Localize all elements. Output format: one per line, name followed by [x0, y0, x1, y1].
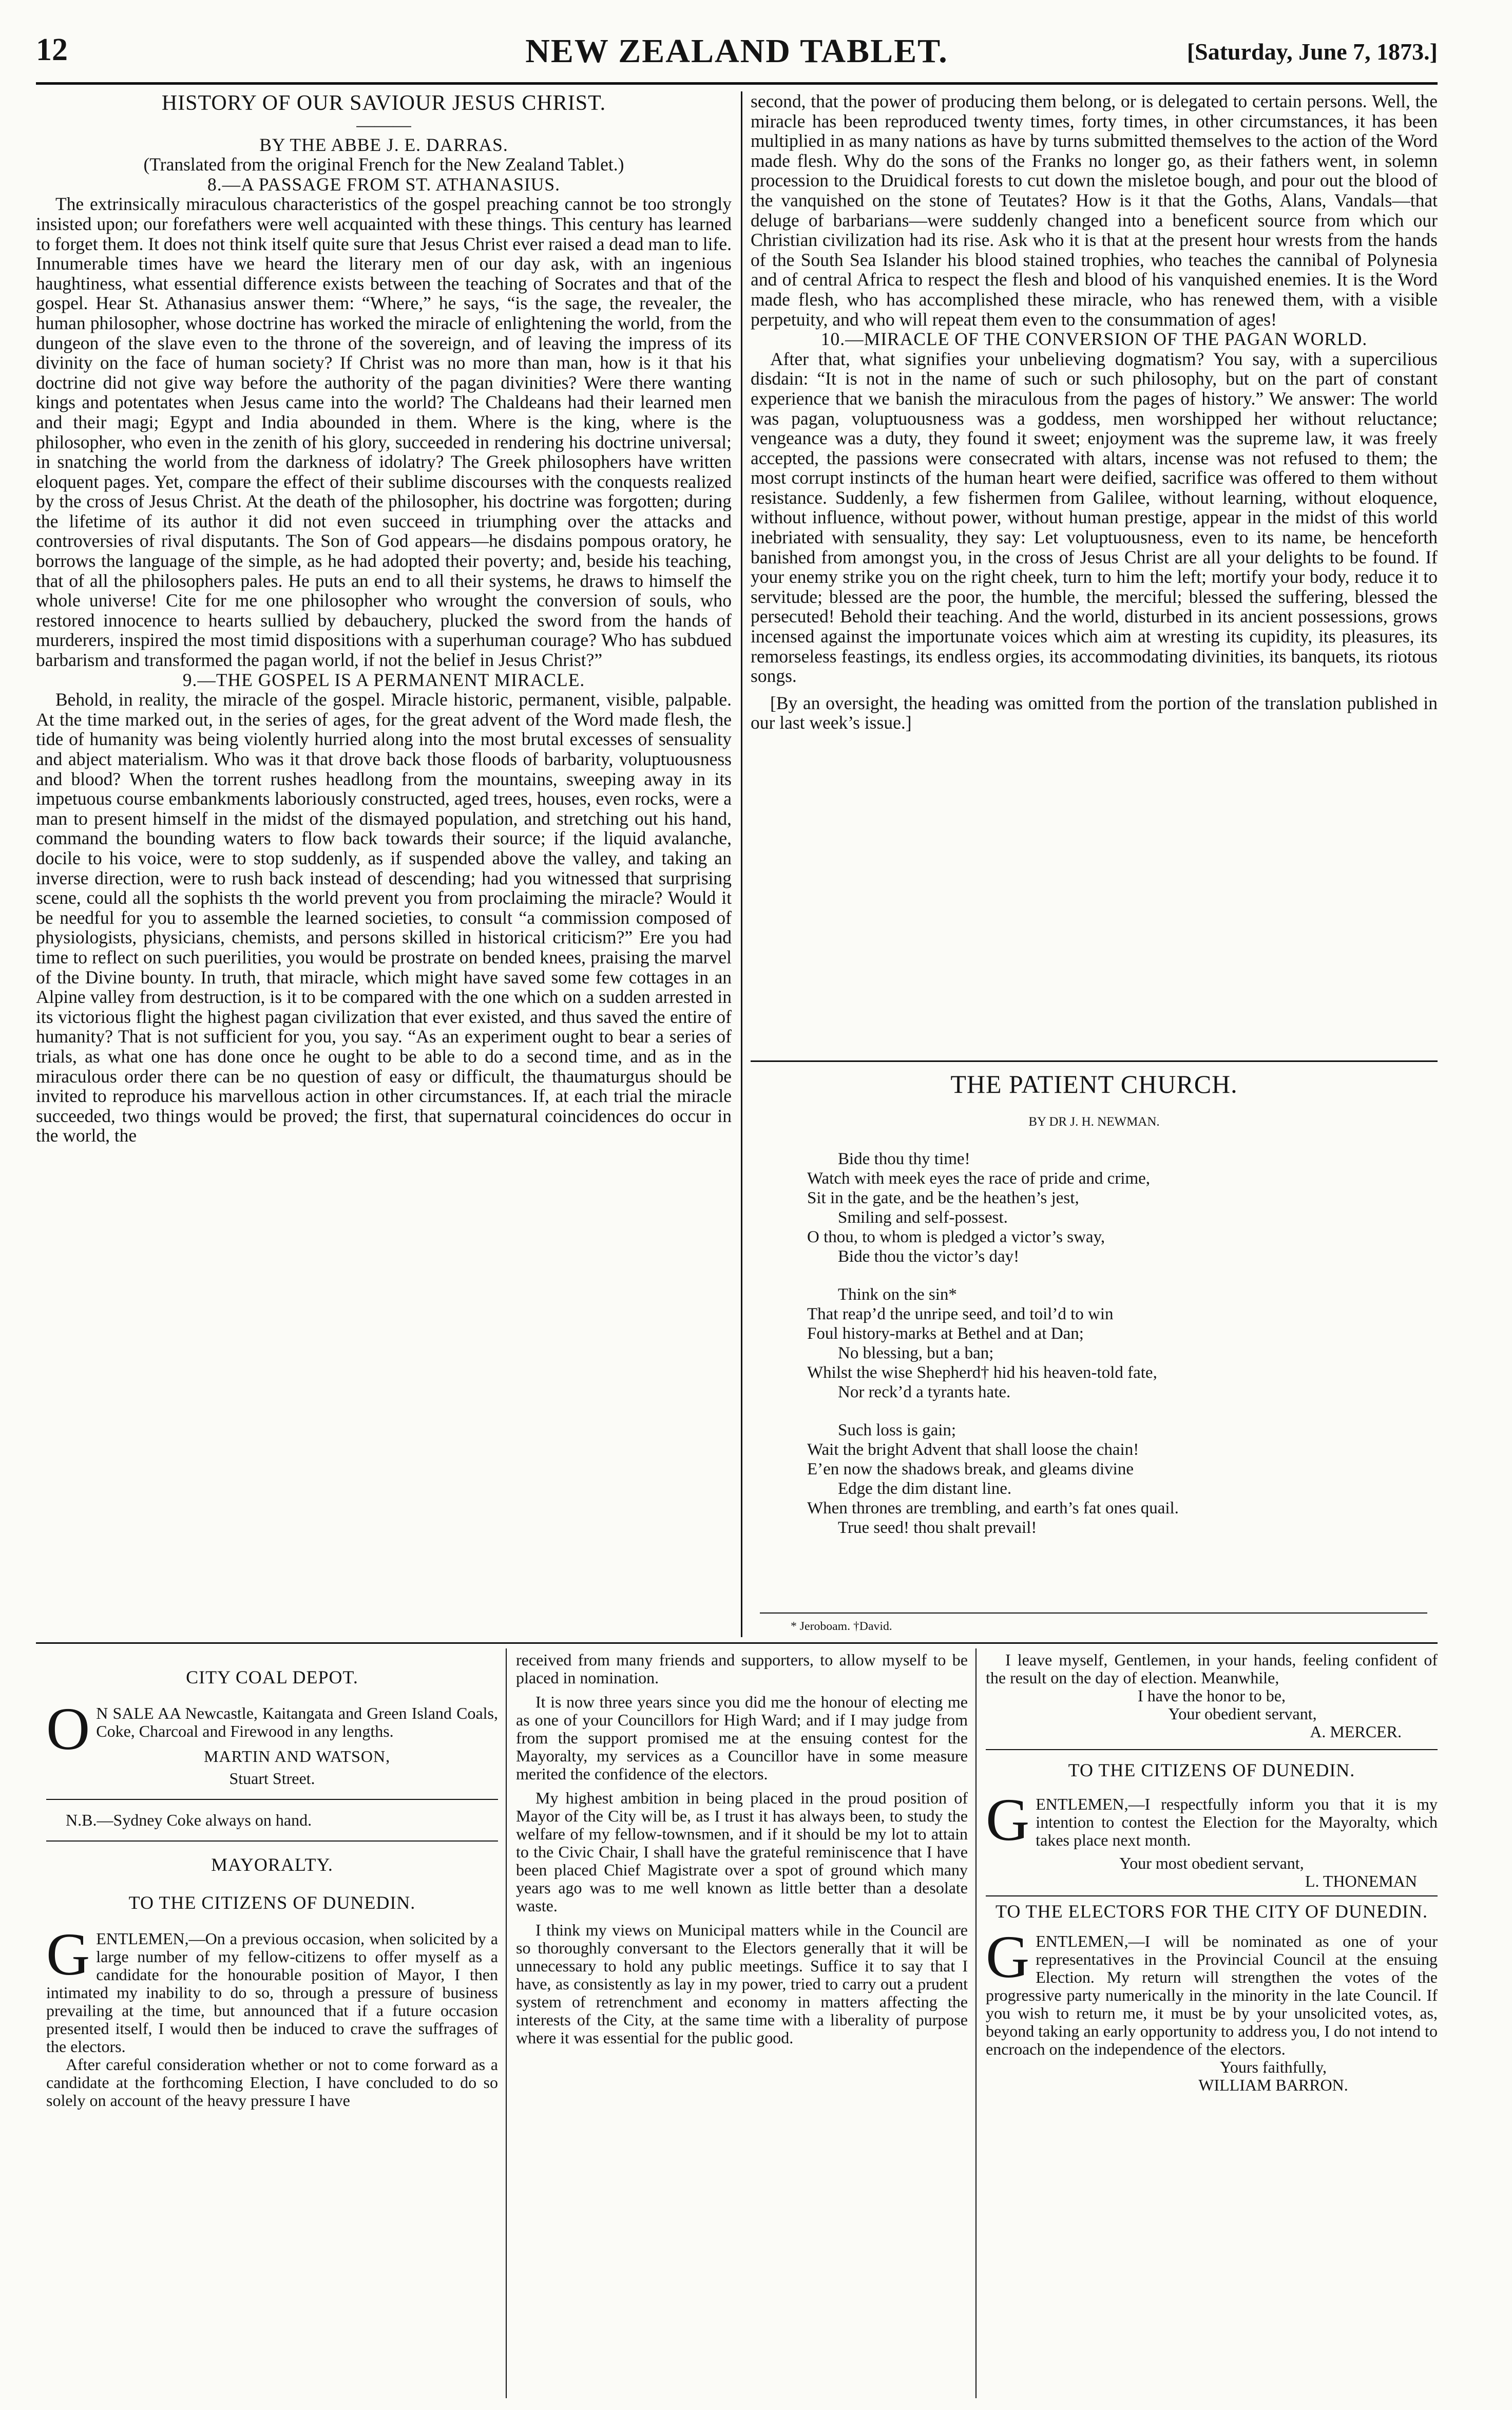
- page-number: 12: [36, 32, 68, 67]
- mayoralty-close-1: I have the honor to be,: [1138, 1686, 1286, 1705]
- ads-column-2: [516, 1651, 968, 2398]
- poem-line: Such loss is gain;: [838, 1421, 956, 1439]
- coal-dropcap: O: [46, 1695, 90, 1762]
- section-9-body: Behold, in reality, the miracle of the gospel. Miracle historic, permanent, visible, palpable. At the time marked out, in the series of ages, for the great advent of the Word made flesh, the tide of humanity was being violently hurried along into the most brutal excesses of sensuality and abject materialism. Who was it that drove back those floods of barbarity, voluptuousness and blood? When the torrent rushes headlong from the mountains, sweeping away in its impetuous course embankments laboriously constructed, aged trees, houses, even rocks, were a man to present himself in the midst of the dismayed population, and stretching out his hand, command the bounding waters to flow back towards their source; if the liquid avalanche, docile to his voice, were to stop suddenly, as if suspended above the valley, and taking an inverse direction, were to rush back instead of descending; had you witnessed that surprising scene, could all the sophists th the world prevent you from proclaiming the miracle? Would it be needful for you to assemble the learned societies, to consult “a commission composed of physiologists, physicians, chemists, and persons skilled in historical criticism?” Ere you had time to reflect on such puerilities, you would be prostrate on bended knees, praising the marvel of the Divine bounty. In truth, that miracle, which might have saved some few cottages in an Alpine valley from destruction, is it to be compared with the one which on a sudden arrested in its victorious flight the highest pagan civilization that ever existed, and thus saved the entire of humanity? That is not sufficient for you, you say. “As an experiment ought to bear a series of trials, as what one has done once he ought to be able to do a second time, and as in the miraculous order there can be no question of easy or difficult, the thaumaturgus should be invited to reproduce his marvellous action in other circumstances. If, at each trial the miracle succeeded, two things would be proved; the first, that supernatural coincidences do occur in the world, the: [36, 689, 732, 1146]
- column-divider-3: [975, 1648, 977, 2398]
- issue-date: [Saturday, June 7, 1873.]: [1186, 39, 1438, 65]
- coal-nb: N.B.—Sydney Coke always on hand.: [66, 1811, 312, 1829]
- barron-signature: WILLIAM BARRON.: [1198, 2076, 1348, 2094]
- mayoralty-subtitle: TO THE CITIZENS OF DUNEDIN.: [128, 1892, 416, 1913]
- history-author: BY THE ABBE J. E. DARRAS.: [259, 134, 508, 155]
- poem-line: Bide thou thy time!: [838, 1150, 970, 1168]
- mayoralty-p3: received from many friends and supporters, to allow myself to be placed in nomination.: [516, 1651, 968, 1687]
- poem-top-rule: [751, 1060, 1438, 1062]
- history-title: HISTORY OF OUR SAVIOUR JESUS CHRIST.: [161, 91, 606, 115]
- poem-line: When thrones are trembling, and earth’s fat ones quail.: [807, 1499, 1179, 1517]
- poem-line: Smiling and self-possest.: [838, 1208, 1008, 1227]
- poem-line: Sit in the gate, and be the heathen’s jest,: [807, 1189, 1079, 1207]
- thoneman-title: TO THE CITIZENS OF DUNEDIN.: [1068, 1760, 1355, 1780]
- mayoralty-dropcap: G: [46, 1921, 90, 1988]
- thoneman-close: Your most obedient servant,: [1119, 1854, 1304, 1872]
- coal-rule: [46, 1799, 498, 1800]
- poem-line: True seed! thou shalt prevail!: [838, 1519, 1037, 1537]
- section-8-body: The extrinsically miraculous characteristics of the gospel preaching cannot be too strongly insisted upon; our forefathers were well acquainted with these things. This century has learned to forget them. It does not think itself quite sure that Jesus Christ ever raised a dead man to life. Innumerable times have we heard the literary men of our day ask, with an ingenious haughtiness, what essential difference exists between the teaching of Socrates and that of the gospel. Hear St. Athanasius answer them: “Where,” he says, “is the sage, the revealer, the human philosopher, whose doctrine has worked the miracle of enlightening the world, from the dungeon of the slave even to the throne of the sovereign, and of leaving the impress of its divinity on the face of human society? If Christ was no more than man, how is it that his doctrine did not give way before the authority of the pagan divinities? Were there wanting kings and potentates when Jesus came into the world? The Chaldeans had their learned men and their magi; Egypt and India abounded in them. Where is the king, where is the philosopher, who even in the zenith of his glory, succeeded in rendering his doctrine universal; in snatching the world from the darkness of idolatry? The Greek philosophers have written eloquent pages. Yet, compare the effect of their sublime discourses with the conquests realized by the cross of Jesus Christ. At the death of the philosopher, his doctrine was forgotten; during the lifetime of its author it did not even succeed in triumphing over the attacks and controversies of rival disputants. The Son of God appears—he disdains pompous oratory, he borrows the language of the simple, as he had adopted their poverty; and, beside his teaching, that of all the philosophers pales. He puts an end to all their systems, he draws to himself the whole universe! Cite for me one philosopher who wrought the conversion of souls, who restored innocence to hearts sullied by debauchery, plucked the sword from the hands of murderers, inspired the most timid dispositions with a superhuman courage? Who has subdued barbarism and transformed the pagan world, if not the belief in Jesus Christ?”: [36, 194, 732, 671]
- poem-line: O thou, to whom is pledged a victor’s sway,: [807, 1228, 1105, 1246]
- barron-rule: [986, 1895, 1438, 1896]
- poem-line: E’en now the shadows break, and gleams divine: [807, 1460, 1134, 1478]
- poem-line: Foul history-marks at Bethel and at Dan;: [807, 1324, 1084, 1343]
- mayoralty-p7: I leave myself, Gentlemen, in your hands, feeling confident of the result on the day of election. Meanwhile,: [986, 1651, 1438, 1687]
- barron-title: TO THE ELECTORS FOR THE CITY OF DUNEDIN.: [995, 1901, 1428, 1922]
- masthead: NEW ZEALAND TABLET.: [525, 32, 948, 70]
- section-10-body: After that, what signifies your unbelieving dogmatism? You say, with a supercilious disdain: “It is not in the name of such or such philosophy, but on the part of constant experience that we banish the miraculous from the pages of history.” We answer: The world was pagan, voluptuousness was a goddess, men worshipped her without reluctance; vengeance was a duty, they found it sweet; enjoyment was the supreme law, it was freely accepted, the passions were consecrated with altars, incense was not refused to them; the most corrupt instincts of the human heart were deified, sacrifice was offered to them without resistance. Suddenly, a few fishermen from Galilee, without learning, without eloquence, without influence, without power, without human prestige, appear in the midst of this world inebriated with sensuality, they say: Let voluptuousness, even to its name, be henceforth banished from amongst you, in the cross of Jesus Christ are all your delights to be found. If your enemy strike you on the right cheek, turn to him the left; mortify your body, reduce it to servitude; blessed are the poor, the humble, the merciful; blessed the suffering, blessed the persecuted! Behold their teaching. And the world, disturbed in its ancient possessions, grows incensed against the importunate voices which aim at wresting its cupidity, its pleasures, its remorseless feastings, its endless orgies, its accommodating divinities, its banquets, its riotous songs.: [751, 348, 1438, 687]
- barron-close: Yours faithfully,: [1219, 2058, 1327, 2076]
- page-header: [36, 32, 1438, 78]
- coal-firm: MARTIN AND WATSON,: [204, 1747, 391, 1766]
- header-rule: [36, 82, 1438, 85]
- mayoralty-rule: [46, 1840, 498, 1842]
- section-8-heading: 8.—A PASSAGE FROM ST. ATHANASIUS.: [207, 174, 560, 195]
- mayoralty-p4: It is now three years since you did me the honour of electing me as one of your Councillors for High Ward; and if I may judge from from the support promised me at the ensuing contest for the Mayoralty, my services as a Councillor have in some measure merited the confidence of the electors.: [516, 1693, 968, 1783]
- ads-column-1: [46, 1651, 498, 2398]
- title-dash: ———: [356, 115, 411, 135]
- mayoralty-p2: After careful consideration whether or not to come forward as a candidate at the forthcoming Election, I have concluded to do so solely on account of the heavy pressure I have: [46, 2055, 498, 2110]
- poem-byline: BY DR J. H. NEWMAN.: [1028, 1115, 1160, 1129]
- section-10-heading: 10.—MIRACLE OF THE CONVERSION OF THE PAGAN WORLD.: [820, 329, 1368, 350]
- poem-line: Think on the sin*: [838, 1285, 957, 1304]
- editor-note: [By an oversight, the heading was omitted from the portion of the translation published in our last week’s issue.]: [751, 692, 1438, 733]
- poem-line: Edge the dim distant line.: [838, 1479, 1012, 1498]
- poem-line: That reap’d the unripe seed, and toil’d to win: [807, 1305, 1114, 1323]
- thoneman-rule: [986, 1749, 1438, 1750]
- poem-line: Nor reck’d a tyrants hate.: [838, 1383, 1011, 1401]
- mayoralty-p6: I think my views on Municipal matters while in the Council are so thoroughly conversant to the Electors generally that it will be unnecessary to hold any public meetings. Suffice it to say that I have, as consistently as lay in my power, tried to carry out a prudent system of retrenchment and economy in matters affecting the interests of the City, at the same time with a liberality of purpose where it was essential for the public good.: [516, 1921, 968, 2047]
- barron-body: ENTLEMEN,—I will be nominated as one of your representatives in the Provincial Council at the ensuing Election. My return will strengthen the votes of the progressive party numerically in the minority in the late Council. If you wish to return me, it must be by your unsolicited votes, as, beyond taking an early opportunity to address you, I do not intend to encroach on the independence of the electors.: [986, 1932, 1438, 2058]
- mayoralty-p1: ENTLEMEN,—On a previous occasion, when solicited by a large number of my fellow-citizens to offer myself as a candidate for the honourable position of Mayor, I then intimated my inability to do so, through a pressure of business prevailing at the time, but announced that if a future occasion presented itself, I would then be induced to crave the suffrages of the electors.: [46, 1929, 498, 2056]
- history-continuation: second, that the power of producing them belong, or is delegated to certain persons. Well, the miracle has been reproduced twenty times, forty times, in other circumstances, it has been multiplied in as many nations as have by turns submitted themselves to the action of the Word made flesh. Why do the sons of the Franks no longer go, as their fathers went, in solemn procession to the Druidical forests to cut down the misletoe bough, and pour out the blood of the vanquished on the stone of Teutates? How is it that the Goths, Alans, Vandals—that deluge of barbarians—were suddenly changed into a beneficent source from which our Christian civilization had its rise. Ask who it is that at the present hour wrests from the hands of the South Sea Islander his blood stained trophies, who teaches the cannibal of Polynesia and of central Africa to respect the flesh and blood of his vanquished enemies. It is the Word made flesh, who has accomplished these miracle, who has renewed them, with a visible perpetuity, and who will repeat them even to the consummation of ages!: [751, 91, 1438, 330]
- column-divider-1: [741, 91, 742, 1637]
- poem-line: Watch with meek eyes the race of pride and crime,: [807, 1169, 1151, 1188]
- thoneman-dropcap: G: [986, 1786, 1030, 1853]
- poem-line: Wait the bright Advent that shall loose the chain!: [807, 1440, 1139, 1459]
- poem-line: Whilst the wise Shepherd† hid his heaven-told fate,: [807, 1363, 1157, 1382]
- poem-line: Bide thou the victor’s day!: [838, 1247, 1020, 1266]
- history-column-1: [36, 91, 732, 1635]
- coal-street: Stuart Street.: [229, 1769, 315, 1788]
- mayoralty-p5: My highest ambition in being placed in the proud position of Mayor of the City will be, as I trust it has always been, to study the welfare of my fellow-townsmen, and if it should be my lot to attain to the Civic Chair, I shall have the grateful reminiscence that I have been placed Chief Magistrate over a spot of ground which many years ago was to me well known as little better than a desolate waste.: [516, 1789, 968, 1915]
- poem: [751, 1068, 1438, 1633]
- ads-column-3: [986, 1651, 1438, 2398]
- poem-footnote-box: [760, 1618, 1427, 1635]
- barron-dropcap: G: [986, 1923, 1030, 1990]
- coal-body: N SALE AA Newcastle, Kaitangata and Green Island Coals, Coke, Charcoal and Firewood in any lengths.: [96, 1704, 498, 1740]
- poem-title: THE PATIENT CHURCH.: [950, 1070, 1238, 1098]
- translation-note: (Translated from the original French for the New Zealand Tablet.): [143, 154, 624, 175]
- history-column-2: [751, 91, 1438, 1057]
- coal-title: CITY COAL DEPOT.: [186, 1667, 358, 1687]
- mayoralty-title: MAYORALTY.: [211, 1854, 333, 1875]
- thoneman-signature: L. THONEMAN: [1305, 1872, 1417, 1890]
- poem-line: No blessing, but a ban;: [838, 1344, 994, 1362]
- mayoralty-close-2: Your obedient servant,: [1168, 1704, 1317, 1723]
- mayoralty-signature: A. MERCER.: [1310, 1722, 1402, 1741]
- mid-rule: [36, 1642, 1438, 1644]
- thoneman-body: ENTLEMEN,—I respectfully inform you that it is my intention to contest the Election for the Mayoralty, which takes place next month.: [1036, 1795, 1438, 1849]
- footnote-rule: [760, 1612, 1427, 1614]
- poem-footnote: * Jeroboam. †David.: [791, 1620, 892, 1633]
- column-divider-2: [506, 1648, 507, 2398]
- section-9-heading: 9.—THE GOSPEL IS A PERMANENT MIRACLE.: [182, 669, 585, 690]
